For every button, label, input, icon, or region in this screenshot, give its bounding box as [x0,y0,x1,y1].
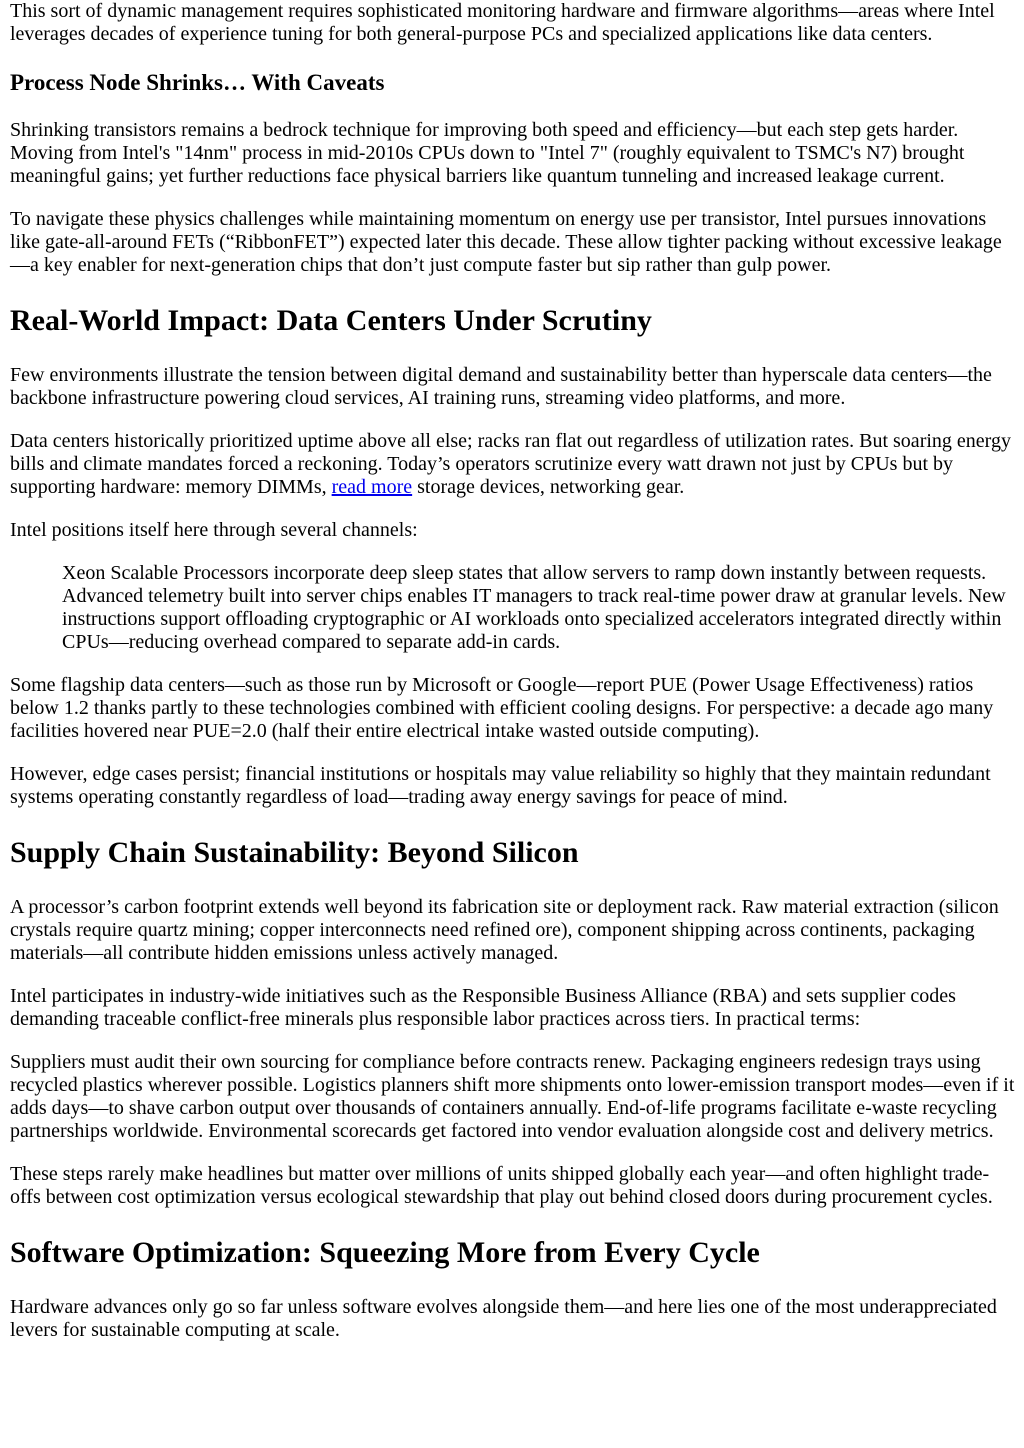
article-body [10,0,1016,1342]
paragraph: These steps rarely make headlines but matter over millions of units shipped globally each year—and often highlight trade-offs between cost optimization versus ecological stewardship that play out behind closed doors during procurement cycles. [10,1163,993,1208]
paragraph: Intel positions itself here through several channels: [10,519,418,541]
paragraph: Some flagship data centers—such as those run by Microsoft or Google—report PUE (Power Usage Effectiveness) ratios below 1.2 thanks partly to these technologies combined with efficient cooling designs. For perspective: a decade ago many facilities hovered near PUE=2.0 (half their entire electrical intake wasted outside computing). [10,674,994,742]
read-more-link[interactable]: read more [331,476,413,498]
paragraph: Intel participates in industry-wide initiatives such as the Responsible Business Alliance (RBA) and sets supplier codes demanding traceable conflict-free minerals plus responsible labor practices across tiers. In practical terms: [10,985,956,1030]
paragraph [10,430,1016,499]
section-heading-data-centers: Real-World Impact: Data Centers Under Scrutiny [10,304,652,337]
paragraph: A processor’s carbon footprint extends well beyond its fabrication site or deployment rack. Raw material extraction (silicon crystals require quartz mining; copper interconnects need refined ore), component shipping across continents, packaging materials—all contribute hidden emissions unless actively managed. [10,896,999,964]
paragraph: Shrinking transistors remains a bedrock technique for improving both speed and efficiency—but each step gets harder. Moving from Intel's "14nm" process in mid-2010s CPUs down to "Intel 7" (roughly equivalent to TSMC's N7) brought meaningful gains; yet further reductions face physical barriers like quantum tunneling and increased leakage current. [10,119,965,187]
paragraph: This sort of dynamic management requires sophisticated monitoring hardware and firmware algorithms—areas where Intel leverages decades of experience tuning for both general-purpose PCs and specialized applications like data centers. [10,0,995,45]
paragraph: To navigate these physics challenges while maintaining momentum on energy use per transistor, Intel pursues innovations like gate-all-around FETs (“RibbonFET”) expected later this decade. These allow tighter packing without excessive leakage—a key enabler for next-generation chips that don’t just compute faster but sip rather than gulp power. [10,208,1002,276]
section-heading-process-node: Process Node Shrinks… With Caveats [10,70,385,95]
section-heading-supply-chain: Supply Chain Sustainability: Beyond Silicon [10,836,579,869]
paragraph: Few environments illustrate the tension between digital demand and sustainability better than hyperscale data centers—the backbone infrastructure powering cloud services, AI training runs, streaming video platforms, and more. [10,364,992,409]
section-heading-software: Software Optimization: Squeezing More from Every Cycle [10,1236,760,1269]
paragraph: Suppliers must audit their own sourcing for compliance before contracts renew. Packaging engineers redesign trays using recycled plastics wherever possible. Logistics planners shift more shipments onto lower-emission transport modes—even if it adds days—to shave carbon output over thousands of containers annually. End-of-life programs facilitate e-waste recycling partnerships worldwide. Environmental scorecards get factored into vendor evaluation alongside cost and delivery metrics. [10,1051,1015,1142]
paragraph-text: storage devices, networking gear. [412,476,685,498]
paragraph: Hardware advances only go so far unless software evolves alongside them—and here lies one of the most underappreciated levers for sustainable computing at scale. [10,1296,997,1341]
blockquote: Xeon Scalable Processors incorporate deep sleep states that allow servers to ramp down instantly between requests. Advanced telemetry built into server chips enables IT managers to track real-time power draw at granular levels. New instructions support offloading cryptographic or AI workloads onto specialized accelerators integrated directly within CPUs—reducing overhead compared to separate add-in cards. [62,562,1006,653]
paragraph-text: Data centers historically prioritized uptime above all else; racks ran flat out regardless of utilization rates. But soaring energy bills and climate mandates forced a reckoning. Today’s operators scrutinize every watt drawn not just by CPUs but by supporting hardware: memory DIMMs, [10,430,1011,498]
paragraph: However, edge cases persist; financial institutions or hospitals may value reliability so highly that they maintain redundant systems operating constantly regardless of load—trading away energy savings for peace of mind. [10,763,991,808]
